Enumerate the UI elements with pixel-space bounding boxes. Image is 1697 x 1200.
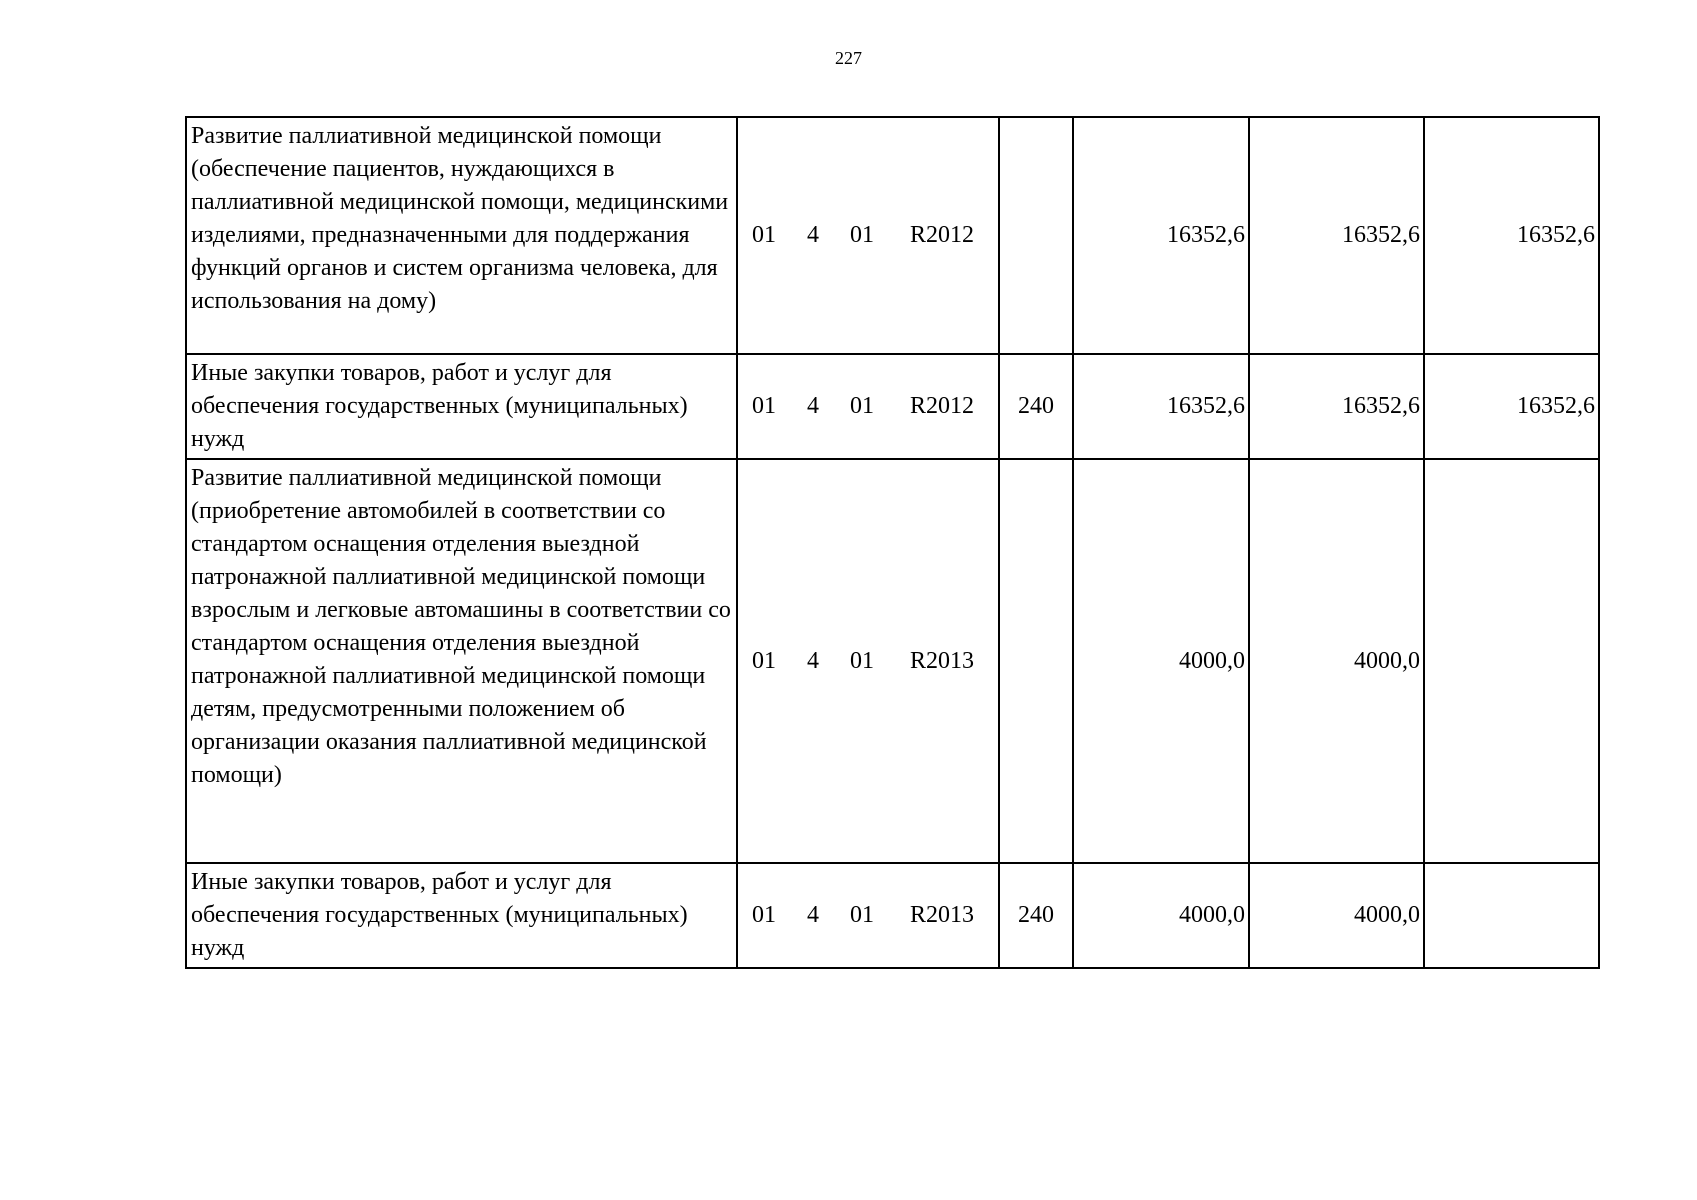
- direction-code: R2013: [910, 647, 975, 674]
- row-codes: [737, 117, 999, 354]
- amount-year-2: 16352,6: [1249, 354, 1424, 459]
- direction-code: R2013: [910, 902, 975, 928]
- row-codes: [737, 354, 999, 459]
- expense-type-code: 240: [999, 863, 1073, 968]
- program-code: 01: [752, 393, 776, 419]
- amount-year-3: [1424, 459, 1599, 863]
- table-row: [186, 863, 1599, 968]
- amount-year-3: [1424, 863, 1599, 968]
- page-number: 227: [835, 48, 862, 68]
- subprogram-code: 4: [807, 902, 819, 928]
- expense-type-code: 240: [999, 354, 1073, 459]
- main-event-code: 01: [850, 222, 874, 248]
- direction-code: R2012: [910, 393, 975, 419]
- amount-year-2: 16352,6: [1249, 117, 1424, 354]
- amount-year-2: 4000,0: [1249, 863, 1424, 968]
- expense-type-code: [999, 459, 1073, 863]
- row-codes: [737, 459, 999, 863]
- table-row: [186, 117, 1599, 354]
- amount-year-1: 16352,6: [1073, 354, 1249, 459]
- subprogram-code: 4: [807, 647, 819, 674]
- row-name: Развитие паллиативной медицинской помощи (обеспечение пациентов, нуждающихся в паллиативной медицинской помощи, медицинскими изделиями, предназначенными для поддержания функций органов и систем организма человека, для использования на дому): [186, 117, 737, 354]
- main-event-code: 01: [850, 902, 874, 928]
- row-name: Иные закупки товаров, работ и услуг для обеспечения государственных (муниципальных) нужд: [186, 863, 737, 968]
- row-codes: [737, 863, 999, 968]
- row-name: Иные закупки товаров, работ и услуг для обеспечения государственных (муниципальных) нужд: [186, 354, 737, 459]
- program-code: 01: [752, 222, 776, 248]
- program-code: 01: [752, 647, 776, 674]
- main-event-code: 01: [850, 647, 874, 674]
- direction-code: R2012: [910, 222, 975, 248]
- amount-year-1: 4000,0: [1073, 863, 1249, 968]
- amount-year-3: 16352,6: [1424, 354, 1599, 459]
- table-row: [186, 459, 1599, 863]
- amount-year-2: 4000,0: [1249, 459, 1424, 863]
- subprogram-code: 4: [807, 222, 819, 248]
- main-event-code: 01: [850, 393, 874, 419]
- subprogram-code: 4: [807, 393, 819, 419]
- table-row: [186, 354, 1599, 459]
- amount-year-3: 16352,6: [1424, 117, 1599, 354]
- amount-year-1: 16352,6: [1073, 117, 1249, 354]
- program-code: 01: [752, 902, 776, 928]
- amount-year-1: 4000,0: [1073, 459, 1249, 863]
- row-name: Развитие паллиативной медицинской помощи (приобретение автомобилей в соответствии со стандартом оснащения отделения выездной патронажной паллиативной медицинской помощи взрослым и легковые автомашины в соответствии со стандартом оснащения отделения выездной патронажной паллиативной медицинской помощи детям, предусмотренными положением об организации оказания паллиативной медицинской помощи): [186, 459, 737, 863]
- budget-table: [185, 116, 1600, 969]
- expense-type-code: [999, 117, 1073, 354]
